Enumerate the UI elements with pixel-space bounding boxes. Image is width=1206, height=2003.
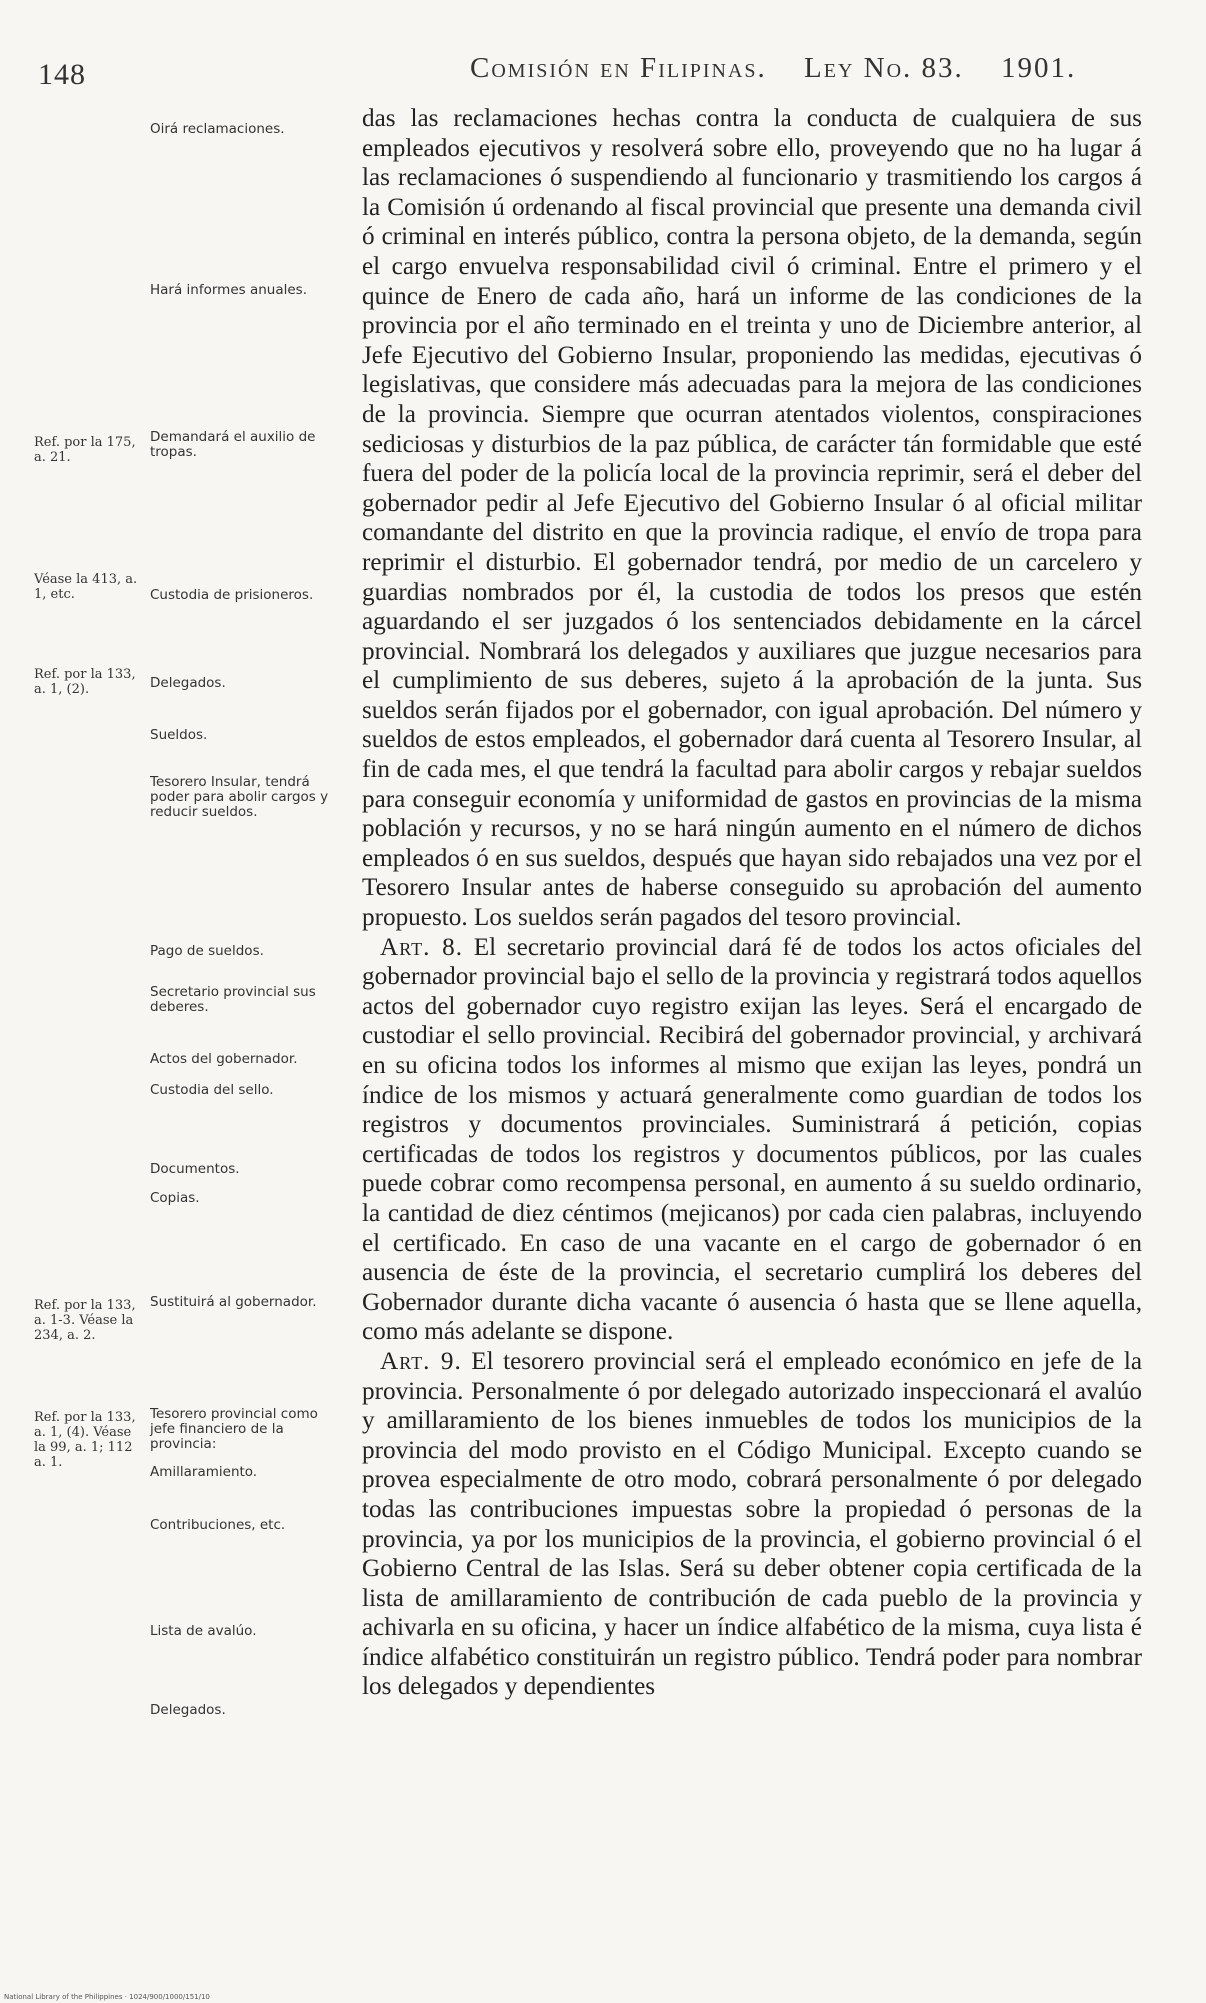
cross-reference: Ref. por la 133, a. 1, (2). — [34, 667, 136, 697]
marginal-note: Tesorero provincial como jefe financiero de la provincia: — [150, 1406, 318, 1452]
running-head-year: 1901. — [1001, 52, 1077, 84]
running-head — [470, 52, 1076, 85]
article-8 — [362, 933, 1142, 1347]
marginal-note: Custodia del sello. — [150, 1082, 274, 1098]
marginal-note: Documentos. — [150, 1161, 240, 1177]
marginal-note: Tesorero Insular, tendrá poder para abolir cargos y reducir sueldos. — [150, 774, 329, 820]
marginal-note: Custodia de prisioneros. — [150, 587, 314, 603]
marginal-note: Hará informes anuales. — [150, 282, 307, 298]
scan-footer: National Library of the Philippines · 1024/900/1000/151/10 — [4, 1993, 210, 2001]
marginal-note: Lista de avalúo. — [150, 1623, 257, 1639]
marginal-note: Delegados. — [150, 675, 226, 691]
marginal-note: Demandará el auxilio de tropas. — [150, 429, 316, 460]
marginal-note: Contribuciones, etc. — [150, 1517, 286, 1533]
marginal-note: Copias. — [150, 1190, 200, 1206]
marginal-note: Sustituirá al gobernador. — [150, 1294, 317, 1310]
article-label: Art. 8. — [380, 933, 464, 961]
article-9 — [362, 1347, 1142, 1702]
article-label: Art. 9. — [380, 1347, 462, 1375]
paragraph: das las reclamaciones hechas contra la conducta de cualquiera de sus empleados ejecutivos y resolverá sobre ello, proveyendo que no ha lugar á las reclamaciones ó suspendiendo al funcionario y trasmitiendo los cargos á la Comisión ú ordenando al fiscal provincial que presente una demanda civil ó criminal en interés público, contra la persona objeto, de la demanda, según el cargo envuelva responsabilidad civil ó criminal. Entre el primero y el quince de Enero de cada año, hará un informe de las condiciones de la provincia por el año terminado en el treinta y uno de Diciembre anterior, al Jefe Ejecutivo del Gobierno Insular, proponiendo las medidas, ejecutivas ó legislativas, que considere más adecuadas para la mejora de las condiciones de la provincia. Siempre que ocurran atentados violentos, conspiraciones sediciosas y disturbios de la paz pública, de carácter tán formidable que esté fuera del poder de la policía local de la provincia reprimir, será el deber del gobernador pedir al Jefe Ejecutivo del Gobierno Insular ó al oficial militar comandante del distrito en que la provincia radique, el envío de tropa para reprimir el disturbio. El gobernador tendrá, por medio de un carcelero y guardias nombrados por él, la custodia de todos los presos que estén aguardando el ser juzgados ó los sentenciados debidamente en la cárcel provincial. Nombrará los delegados y auxiliares que juzgue necesarios para el cumplimiento de sus deberes, sujeto á la aprobación de la junta. Sus sueldos serán fijados por el gobernador, con igual aprobación. Del número y sueldos de estos empleados, el gobernador dará cuenta al Tesorero Insular, al fin de cada mes, el que tendrá la facultad para abolir cargos y rebajar sueldos para conseguir economía y uniformidad de gastos en provincias de la misma población y recursos, y no se hará ningún aumento en el número de dichos empleados ó en sus sueldos, después que hayan sido rebajados una vez por el Tesorero Insular antes de haberse conseguido su aprobación del aumento propuesto. Los sueldos serán pagados del tesoro provincial. — [362, 105, 1142, 932]
cross-reference: Ref. por la 175, a. 21. — [34, 435, 136, 465]
running-head-law: Ley No. 83. — [804, 52, 964, 84]
marginal-note: Secretario provincial sus deberes. — [150, 984, 316, 1015]
running-head-title: Comisión en Filipinas. — [470, 52, 767, 84]
main-text — [362, 104, 1142, 1702]
cross-reference: Ref. por la 133, a. 1, (4). Véase la 99, a. 1; 112 a. 1. — [34, 1410, 136, 1470]
article-text: El tesorero provincial será el empleado económico en jefe de la provincia. Personalmente ó por delegado autorizado inspeccionará el avalúo y amillaramiento de los bienes inmuebles de todos los municipios de la provincia del modo provisto en el Código Municipal. Excepto cuando se provea especialmente de otro modo, cobrará personalmente ó por delegado todas las contribuciones impuestas sobre la propiedad ó personas de la provincia, ya por los municipios de la provincia, el gobierno provincial ó el Gobierno Central de las Islas. Será su deber obtener copia certificada de la lista de amillaramiento de contribución de cada pueblo de la provincia y achivarla en su oficina, y hacer un índice alfabético de la misma, cuya lista é índice alfabético constituirán un registro público. Tendrá poder para nombrar los delegados y dependientes — [362, 1347, 1143, 1701]
marginal-note: Oirá reclamaciones. — [150, 121, 285, 137]
page-number: 148 — [38, 58, 86, 91]
cross-reference: Ref. por la 133, a. 1-3. Véase la 234, a. 2. — [34, 1298, 136, 1343]
marginal-note: Pago de sueldos. — [150, 943, 264, 959]
marginal-note: Sueldos. — [150, 727, 208, 743]
marginal-note: Amillaramiento. — [150, 1464, 258, 1480]
article-text: El secretario provincial dará fé de todos los actos oficiales del gobernador provincial bajo el sello de la provincia y registrará todos aquellos actos del gobernador cuyo registro exijan las leyes. Será el encargado de custodiar el sello provincial. Recibirá del gobernador provincial, y archivará en su oficina todos los informes al mismo que exijan las leyes, pondrá un índice de los mismos y actuará generalmente como guardian de todos los registros y documentos provinciales. Suministrará á petición, copias certificadas de todos los registros y documentos públicos, por las cuales puede cobrar como recompensa personal, en aumento á su sueldo ordinario, la cantidad de diez céntimos (mejicanos) por cada cien palabras, incluyendo el certificado. En caso de una vacante en el cargo de gobernador ó en ausencia de éste de la provincia, el secretario cumplirá los deberes del Gobernador durante dicha vacante ó ausencia ó hasta que se llene aquella, como más adelante se dispone. — [362, 933, 1142, 1346]
marginal-note: Actos del gobernador. — [150, 1051, 298, 1067]
marginal-note: Delegados. — [150, 1702, 226, 1718]
cross-reference: Véase la 413, a. 1, etc. — [34, 572, 138, 602]
